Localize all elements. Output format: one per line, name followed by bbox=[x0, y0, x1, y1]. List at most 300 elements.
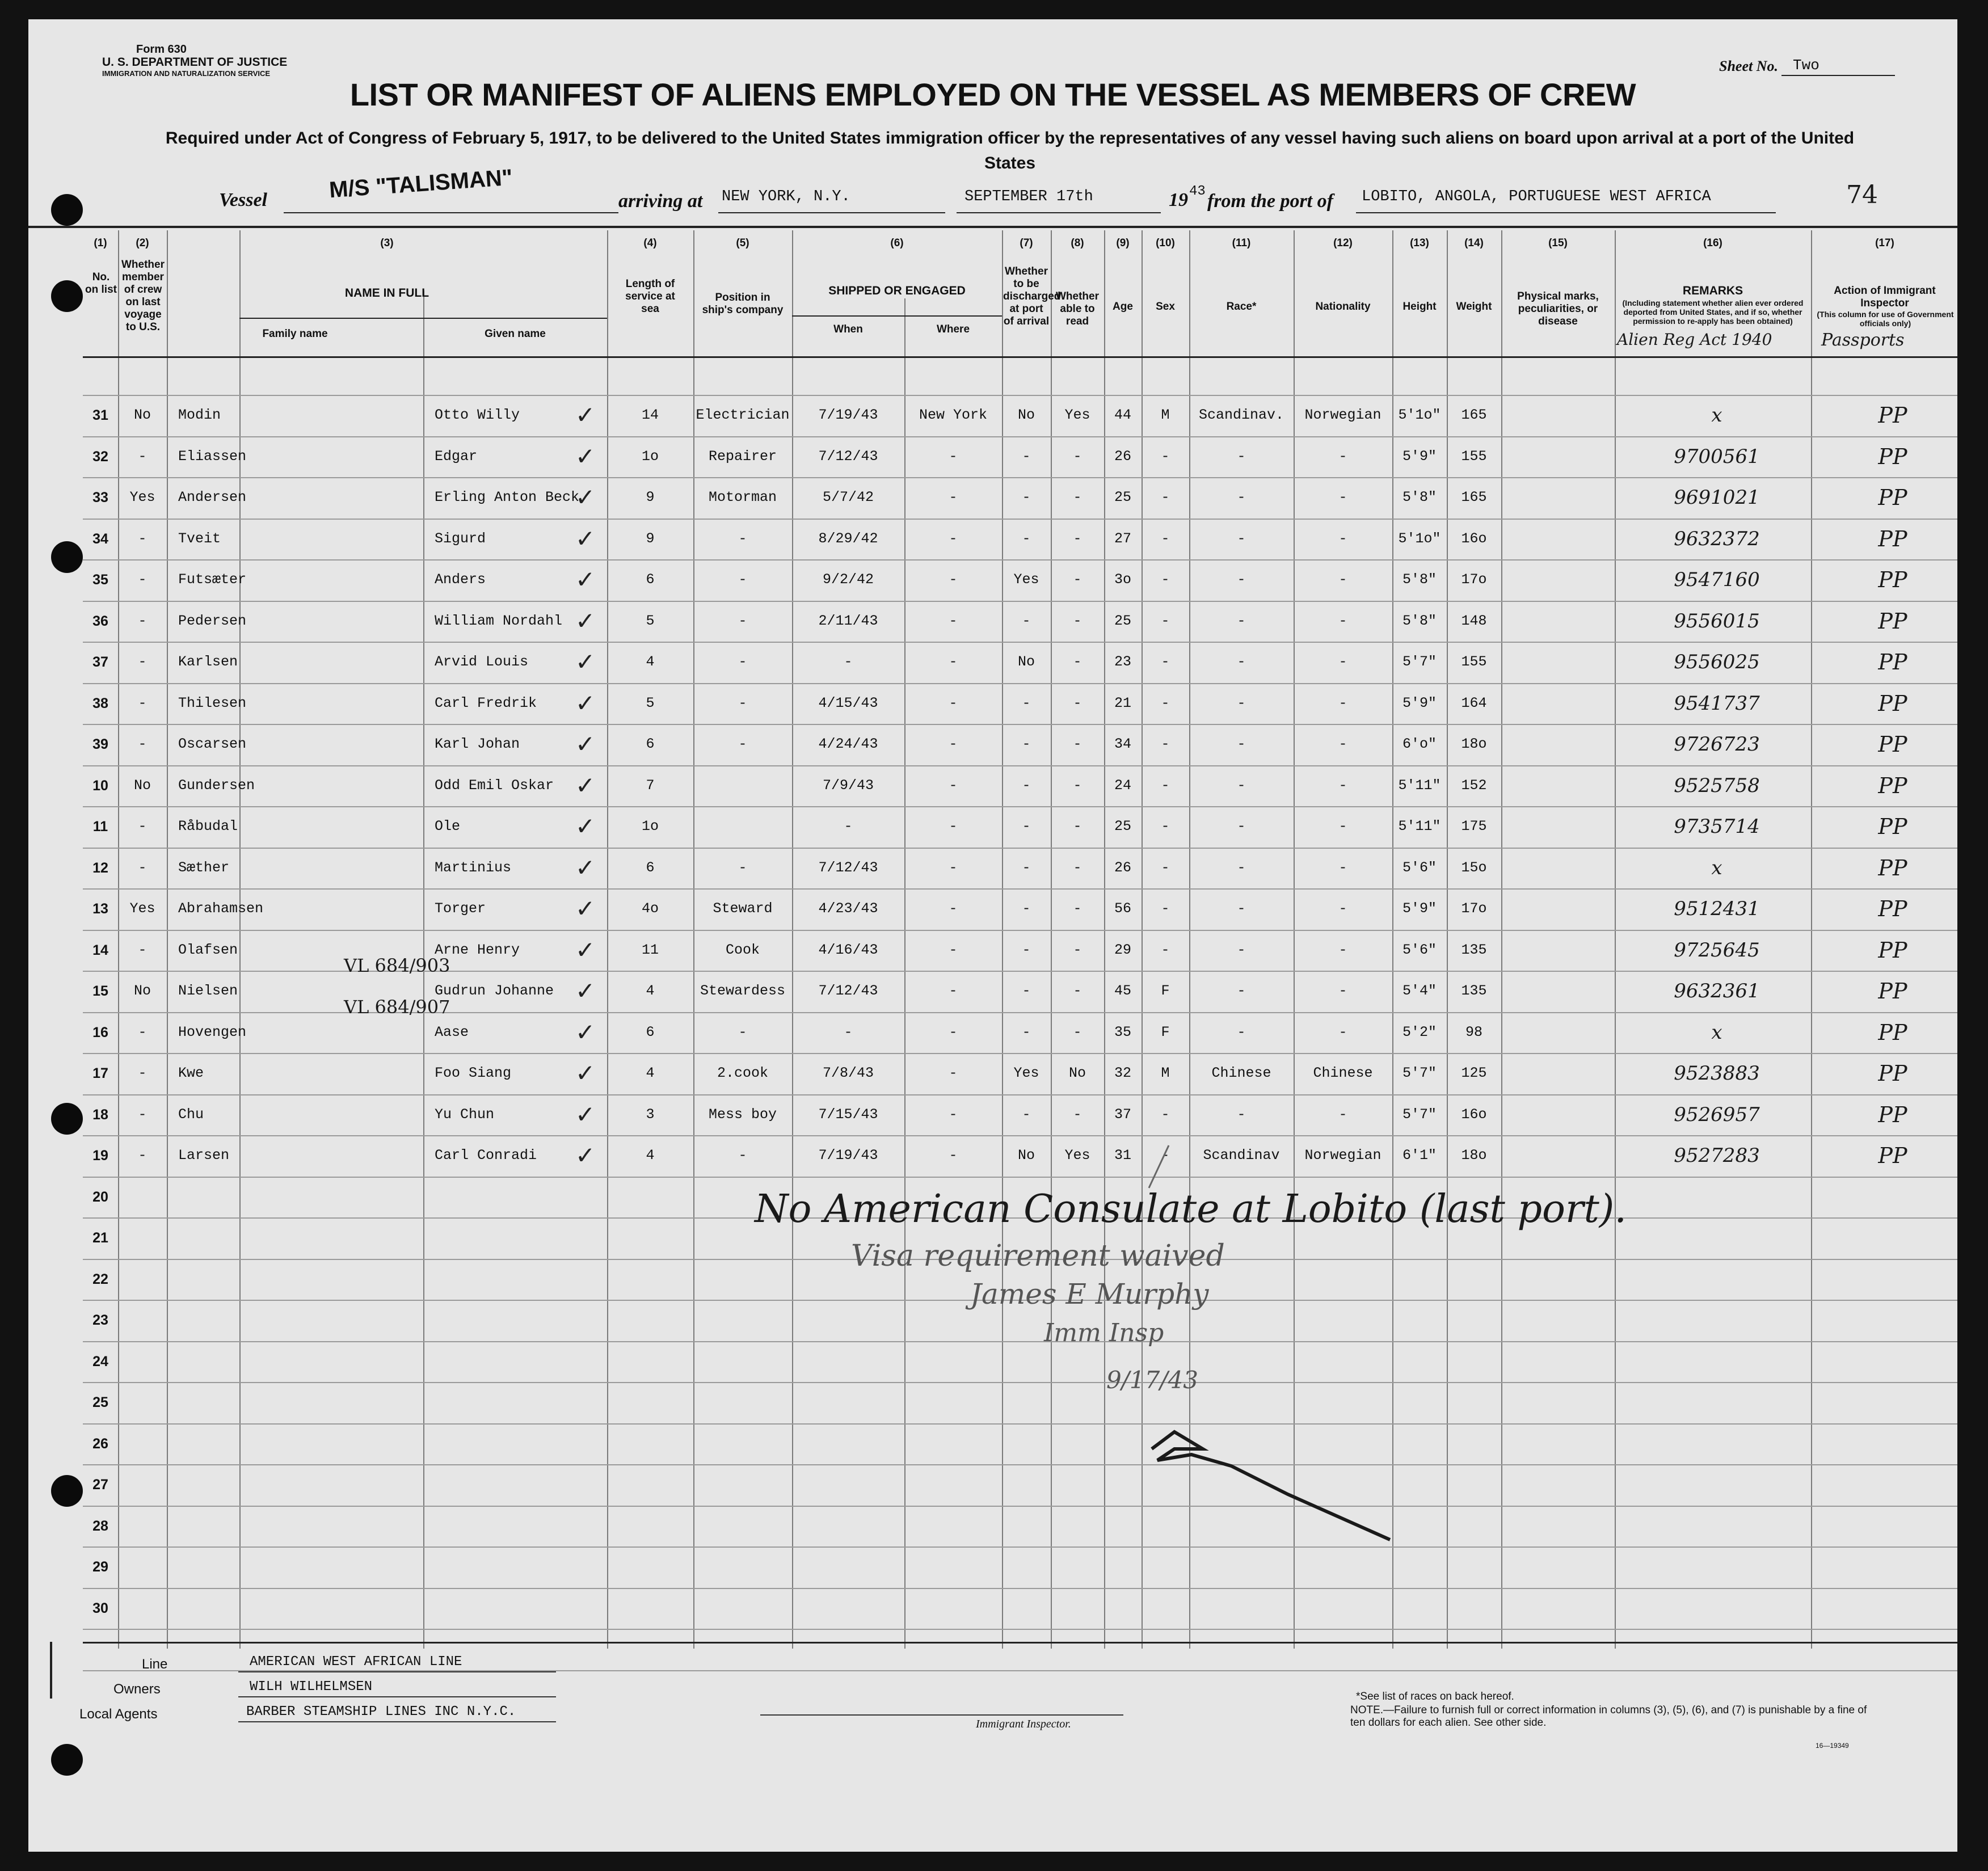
discharge: No bbox=[1017, 654, 1035, 670]
row-number: 36 bbox=[92, 613, 108, 629]
table-row bbox=[83, 1012, 1957, 1053]
col-head-shipped-where: Where bbox=[936, 323, 970, 335]
family-name: Chu bbox=[178, 1106, 204, 1123]
height: 5'8" bbox=[1402, 612, 1437, 629]
sex: - bbox=[1161, 900, 1170, 917]
age: 31 bbox=[1114, 1147, 1131, 1164]
discharge: No bbox=[1017, 1147, 1035, 1164]
shipped-when: 7/15/43 bbox=[818, 1106, 878, 1123]
sheet-number: Two bbox=[1793, 57, 1819, 74]
age: 35 bbox=[1114, 1023, 1131, 1040]
col-num-16: (16) bbox=[1703, 237, 1722, 249]
table-row bbox=[83, 519, 1957, 559]
col-num-6: (6) bbox=[890, 237, 904, 249]
position: - bbox=[738, 1147, 747, 1164]
last-voyage: Yes bbox=[129, 489, 155, 505]
sex: - bbox=[1161, 448, 1170, 465]
service-name: IMMIGRATION AND NATURALIZATION SERVICE bbox=[102, 69, 271, 78]
family-name: Karlsen bbox=[178, 654, 238, 670]
discharge: - bbox=[1022, 818, 1031, 835]
family-name: Andersen bbox=[178, 489, 247, 505]
last-voyage: - bbox=[138, 736, 147, 752]
form-number: Form 630 bbox=[136, 43, 187, 56]
service-length: 1o bbox=[641, 818, 659, 835]
given-name: Carl Conradi bbox=[435, 1147, 537, 1164]
able-to-read: - bbox=[1073, 859, 1082, 876]
page-number: 74 bbox=[1846, 180, 1878, 209]
arriving-label: arriving at bbox=[618, 191, 703, 212]
family-name: Olafsen bbox=[178, 941, 238, 958]
table-row-empty bbox=[83, 1588, 1957, 1629]
sex: - bbox=[1161, 736, 1170, 752]
last-voyage: Yes bbox=[129, 900, 155, 917]
able-to-read: - bbox=[1073, 1023, 1082, 1040]
row-number: 39 bbox=[92, 736, 108, 752]
inspector-signature: James E Murphy bbox=[970, 1278, 1209, 1310]
sex: M bbox=[1161, 1065, 1170, 1081]
service-length: 3 bbox=[646, 1106, 655, 1123]
age: 26 bbox=[1114, 448, 1131, 465]
row-number: 30 bbox=[92, 1600, 108, 1616]
last-voyage: - bbox=[138, 941, 147, 958]
last-voyage: No bbox=[133, 407, 151, 423]
position: Cook bbox=[725, 941, 760, 958]
height: 5'7" bbox=[1402, 1065, 1437, 1081]
row-number: 29 bbox=[92, 1559, 108, 1575]
service-length: 4 bbox=[646, 1065, 655, 1081]
arrival-port-line bbox=[718, 212, 945, 213]
age: 37 bbox=[1114, 1106, 1131, 1123]
last-voyage: - bbox=[138, 694, 147, 711]
department-name: U. S. DEPARTMENT OF JUSTICE bbox=[102, 56, 288, 69]
col-head-last-voyage: Whether member of crew on last voyage to U.S. bbox=[121, 259, 165, 333]
given-name: Aase bbox=[435, 1023, 469, 1040]
row-number: 10 bbox=[92, 777, 108, 794]
col-head-shipped: SHIPPED OR ENGAGED bbox=[828, 284, 966, 297]
crew-table bbox=[83, 230, 1957, 1617]
family-name: Nielsen bbox=[178, 983, 238, 999]
visa-waived-note: Visa requirement waived bbox=[851, 1239, 1225, 1273]
row-number: 34 bbox=[92, 530, 108, 547]
row-number: 26 bbox=[92, 1435, 108, 1452]
check-mark-icon: ✓ bbox=[575, 524, 596, 553]
manifest-subtitle: Required under Act of Congress of February 5, 1917, to be delivered to the United States immigration officer by the representatives of any vessel having such aliens on board upon arrival at a port of the United States bbox=[165, 129, 1855, 172]
col-head-sex: Sex bbox=[1156, 301, 1175, 313]
row-number: 19 bbox=[92, 1148, 108, 1164]
discharge: No bbox=[1017, 407, 1035, 423]
position: Mess boy bbox=[708, 1106, 777, 1123]
shipped-where: - bbox=[949, 530, 958, 547]
table-row bbox=[83, 1135, 1957, 1176]
able-to-read: - bbox=[1073, 530, 1082, 547]
given-name: Gudrun Johanne bbox=[435, 983, 554, 999]
shipped-where: - bbox=[949, 1147, 958, 1164]
remarks: 9523883 bbox=[1674, 1062, 1760, 1085]
remarks: 9527283 bbox=[1674, 1144, 1760, 1167]
height: 5'2" bbox=[1402, 1023, 1437, 1040]
weight: 98 bbox=[1465, 1023, 1482, 1040]
footer-agents-value: BARBER STEAMSHIP LINES INC N.Y.C. bbox=[246, 1704, 516, 1720]
service-length: 4 bbox=[646, 983, 655, 999]
shipped-when: - bbox=[844, 654, 853, 670]
row-number: 22 bbox=[92, 1271, 108, 1287]
year-prefix: 19 bbox=[1169, 189, 1188, 210]
inspection-date: 9/17/43 bbox=[1106, 1366, 1198, 1394]
race: - bbox=[1237, 448, 1246, 465]
given-name: William Nordahl bbox=[435, 612, 563, 629]
table-row bbox=[83, 724, 1957, 765]
nationality: Norwegian bbox=[1304, 1147, 1382, 1164]
service-length: 9 bbox=[646, 489, 655, 505]
height: 5'8" bbox=[1402, 489, 1437, 505]
given-name: Anders bbox=[435, 571, 486, 588]
nationality: - bbox=[1338, 777, 1347, 794]
remarks: x bbox=[1711, 856, 1722, 879]
inspector-action: PP bbox=[1878, 896, 1907, 921]
col-num-7: (7) bbox=[1020, 237, 1033, 249]
weight: 164 bbox=[1461, 694, 1487, 711]
inspector-action: PP bbox=[1878, 732, 1907, 757]
vessel-line bbox=[284, 212, 618, 213]
col-head-remarks-note: (Including statement whether alien ever ordered deported from United States, and if so, whether permission to re-apply has been obtained) bbox=[1622, 298, 1804, 326]
height: 5'9" bbox=[1402, 900, 1437, 917]
vessel-name: M/S "TALISMAN" bbox=[328, 165, 513, 203]
inspector-action: PP bbox=[1878, 855, 1907, 880]
inspector-action: PP bbox=[1878, 1102, 1907, 1127]
row-number: 35 bbox=[92, 572, 108, 588]
footer-owners-label: Owners bbox=[113, 1682, 161, 1697]
shipped-where: - bbox=[949, 777, 958, 794]
family-name: Oscarsen bbox=[178, 736, 247, 752]
inspector-action: PP bbox=[1878, 567, 1907, 592]
height: 5'9" bbox=[1402, 694, 1437, 711]
remarks: 9725645 bbox=[1674, 938, 1760, 962]
position bbox=[693, 806, 792, 847]
race: - bbox=[1237, 1106, 1246, 1123]
handwritten-annotation: VL 684/907 bbox=[344, 996, 450, 1018]
service-length: 1o bbox=[641, 448, 659, 465]
height: 5'1o" bbox=[1398, 407, 1441, 423]
height: 5'6" bbox=[1402, 941, 1437, 958]
col-num-17: (17) bbox=[1875, 237, 1894, 249]
able-to-read: - bbox=[1073, 983, 1082, 999]
col-head-height: Height bbox=[1402, 301, 1437, 313]
col-head-age: Age bbox=[1113, 301, 1133, 313]
given-name: Foo Siang bbox=[435, 1065, 512, 1081]
weight: 125 bbox=[1461, 1065, 1487, 1081]
service-length: 11 bbox=[641, 941, 659, 958]
check-mark-icon: ✓ bbox=[575, 689, 596, 717]
race: - bbox=[1237, 859, 1246, 876]
race: Scandinav bbox=[1203, 1147, 1280, 1164]
last-voyage: - bbox=[138, 1065, 147, 1081]
sex: - bbox=[1161, 859, 1170, 876]
position: Repairer bbox=[708, 448, 777, 465]
race: - bbox=[1237, 489, 1246, 505]
col-head-shipped-when: When bbox=[833, 323, 863, 335]
given-name: Arvid Louis bbox=[435, 654, 529, 670]
year-suffix: 43 bbox=[1189, 184, 1206, 199]
row-number: 15 bbox=[92, 983, 108, 999]
weight: 17o bbox=[1461, 900, 1487, 917]
given-name: Martinius bbox=[435, 859, 512, 876]
row-number: 11 bbox=[92, 819, 108, 835]
discharge: - bbox=[1022, 612, 1031, 629]
punch-hole bbox=[51, 1475, 83, 1507]
service-length: 4 bbox=[646, 1147, 655, 1164]
weight: 135 bbox=[1461, 983, 1487, 999]
row-number: 18 bbox=[92, 1106, 108, 1123]
weight: 15o bbox=[1461, 859, 1487, 876]
table-row bbox=[83, 765, 1957, 806]
last-voyage: - bbox=[138, 1147, 147, 1164]
shipped-when: 8/29/42 bbox=[818, 530, 878, 547]
last-voyage: - bbox=[138, 654, 147, 670]
diagonal-stroke bbox=[1140, 1143, 1174, 1194]
nationality: - bbox=[1338, 1106, 1347, 1123]
shipped-where: - bbox=[949, 1065, 958, 1081]
able-to-read: No bbox=[1068, 1065, 1086, 1081]
service-length: 7 bbox=[646, 777, 655, 794]
punch-hole bbox=[51, 194, 83, 226]
inspector-action: PP bbox=[1878, 444, 1907, 469]
nationality: - bbox=[1338, 900, 1347, 917]
check-mark-icon: ✓ bbox=[575, 606, 596, 635]
remarks: x bbox=[1711, 404, 1722, 427]
punch-hole bbox=[51, 280, 83, 312]
family-name: Abrahamsen bbox=[178, 900, 264, 917]
height: 5'4" bbox=[1402, 983, 1437, 999]
check-mark-icon: ✓ bbox=[575, 936, 596, 964]
sex: - bbox=[1161, 694, 1170, 711]
table-row bbox=[83, 395, 1957, 436]
col-num-4: (4) bbox=[643, 237, 657, 249]
table-row-empty bbox=[83, 1506, 1957, 1546]
nationality: - bbox=[1338, 530, 1347, 547]
weight: 18o bbox=[1461, 1147, 1487, 1164]
sex: - bbox=[1161, 571, 1170, 588]
check-mark-icon: ✓ bbox=[575, 566, 596, 593]
punch-hole bbox=[51, 1103, 83, 1135]
manifest-sheet bbox=[28, 19, 1957, 1852]
col-head-action-handwritten: Passports bbox=[1821, 330, 1905, 350]
shipped-when: 9/2/42 bbox=[822, 571, 874, 588]
shipped-when: 7/12/43 bbox=[818, 448, 878, 465]
col-head-physical: Physical marks, peculiarities, or disease bbox=[1517, 290, 1599, 327]
check-mark-icon: ✓ bbox=[575, 895, 596, 922]
nationality: - bbox=[1338, 571, 1347, 588]
footer-races-note: *See list of races on back hereof. bbox=[1356, 1691, 1514, 1703]
family-name: Larsen bbox=[178, 1147, 230, 1164]
sheet-label: Sheet No. bbox=[1719, 58, 1778, 74]
discharge: Yes bbox=[1013, 1065, 1039, 1081]
race: - bbox=[1237, 736, 1246, 752]
table-row-empty bbox=[83, 1423, 1957, 1464]
table-row bbox=[83, 683, 1957, 724]
height: 5'6" bbox=[1402, 859, 1437, 876]
age: 32 bbox=[1114, 1065, 1131, 1081]
position: - bbox=[738, 694, 747, 711]
last-voyage: - bbox=[138, 1106, 147, 1123]
shipped-where: - bbox=[949, 736, 958, 752]
row-number: 12 bbox=[92, 859, 108, 876]
inspector-action: PP bbox=[1878, 937, 1907, 963]
col-head-given-name: Given name bbox=[485, 328, 546, 340]
check-mark-icon: ✓ bbox=[575, 853, 596, 882]
inspector-signature-line bbox=[760, 1714, 1123, 1716]
inspector-action: PP bbox=[1878, 403, 1907, 428]
height: 5'1o" bbox=[1398, 530, 1441, 547]
remarks: 9632372 bbox=[1674, 527, 1760, 550]
check-mark-icon: ✓ bbox=[575, 1141, 596, 1169]
family-name: Råbudal bbox=[178, 818, 238, 835]
race: - bbox=[1237, 694, 1246, 711]
height: 6'o" bbox=[1402, 736, 1437, 752]
race: - bbox=[1237, 530, 1246, 547]
table-row bbox=[83, 848, 1957, 888]
remarks: 9547160 bbox=[1674, 568, 1760, 591]
col-head-weight: Weight bbox=[1456, 301, 1492, 313]
remarks: 9512431 bbox=[1674, 897, 1760, 920]
discharge: - bbox=[1022, 694, 1031, 711]
inspector-action: PP bbox=[1878, 650, 1907, 675]
able-to-read: Yes bbox=[1064, 407, 1090, 423]
footer-margin-mark bbox=[50, 1642, 52, 1699]
sex: - bbox=[1161, 654, 1170, 670]
last-voyage: No bbox=[133, 777, 151, 794]
table-row bbox=[83, 477, 1957, 518]
nationality: - bbox=[1338, 694, 1347, 711]
race: - bbox=[1237, 900, 1246, 917]
weight: 155 bbox=[1461, 654, 1487, 670]
age: 45 bbox=[1114, 983, 1131, 999]
sex: - bbox=[1161, 941, 1170, 958]
age: 56 bbox=[1114, 900, 1131, 917]
table-row bbox=[83, 601, 1957, 642]
shipped-when: 4/16/43 bbox=[818, 941, 878, 958]
sex: - bbox=[1161, 612, 1170, 629]
check-mark-icon: ✓ bbox=[575, 648, 596, 676]
height: 5'11" bbox=[1398, 777, 1441, 794]
col-head-read: Whether able to read bbox=[1056, 290, 1099, 327]
row-number: 13 bbox=[92, 901, 108, 917]
table-row-empty bbox=[83, 1382, 1957, 1423]
discharge: - bbox=[1022, 1106, 1031, 1123]
last-voyage: - bbox=[138, 530, 147, 547]
nationality: - bbox=[1338, 489, 1347, 505]
height: 5'7" bbox=[1402, 1106, 1437, 1123]
discharge: - bbox=[1022, 900, 1031, 917]
table-row bbox=[83, 559, 1957, 600]
sex: - bbox=[1161, 818, 1170, 835]
able-to-read: - bbox=[1073, 736, 1082, 752]
table-row bbox=[83, 1053, 1957, 1094]
sex: M bbox=[1161, 407, 1170, 423]
col-head-action: Action of Immigrant Inspector bbox=[1834, 285, 1936, 309]
inspector-action: PP bbox=[1878, 979, 1907, 1004]
age: 25 bbox=[1114, 612, 1131, 629]
given-name: Torger bbox=[435, 900, 486, 917]
family-name: Sæther bbox=[178, 859, 230, 876]
shipped-when: - bbox=[844, 1023, 853, 1040]
shipped-when: 7/12/43 bbox=[818, 983, 878, 999]
family-name: Tveit bbox=[178, 530, 221, 547]
able-to-read: - bbox=[1073, 571, 1082, 588]
row-number: 33 bbox=[92, 490, 108, 505]
shipped-where: New York bbox=[919, 407, 988, 423]
service-length: 9 bbox=[646, 530, 655, 547]
col-num-14: (14) bbox=[1464, 237, 1484, 249]
age: 27 bbox=[1114, 530, 1131, 547]
remarks: 9691021 bbox=[1674, 486, 1760, 509]
weight: 152 bbox=[1461, 777, 1487, 794]
family-name: Thilesen bbox=[178, 694, 247, 711]
nationality: - bbox=[1338, 654, 1347, 670]
inspector-action: PP bbox=[1878, 814, 1907, 839]
col-num-3: (3) bbox=[380, 237, 394, 249]
row-number: 17 bbox=[92, 1065, 108, 1081]
service-length: 14 bbox=[641, 407, 659, 423]
height: 5'8" bbox=[1402, 571, 1437, 588]
shipped-where: - bbox=[949, 612, 958, 629]
shipped-when: 7/9/43 bbox=[822, 777, 874, 794]
shipped-where: - bbox=[949, 941, 958, 958]
shipped-when: 7/19/43 bbox=[818, 1147, 878, 1164]
row-number: 24 bbox=[92, 1353, 108, 1369]
able-to-read: - bbox=[1073, 489, 1082, 505]
row-number: 21 bbox=[92, 1230, 108, 1246]
discharge: - bbox=[1022, 859, 1031, 876]
col-head-nationality: Nationality bbox=[1315, 301, 1371, 313]
position: - bbox=[738, 1023, 747, 1040]
shipped-where: - bbox=[949, 694, 958, 711]
family-name: Pedersen bbox=[178, 612, 247, 629]
shipped-where: - bbox=[949, 818, 958, 835]
header-rule bbox=[28, 226, 1957, 228]
given-name: Yu Chun bbox=[435, 1106, 495, 1123]
age: 29 bbox=[1114, 941, 1131, 958]
able-to-read: - bbox=[1073, 612, 1082, 629]
punch-hole bbox=[51, 1744, 83, 1776]
given-name: Sigurd bbox=[435, 530, 486, 547]
discharge: Yes bbox=[1013, 571, 1039, 588]
shipped-when: - bbox=[844, 818, 853, 835]
able-to-read: - bbox=[1073, 818, 1082, 835]
nationality: - bbox=[1338, 941, 1347, 958]
col-num-9: (9) bbox=[1116, 237, 1130, 249]
weight: 16o bbox=[1461, 530, 1487, 547]
arrival-port: NEW YORK, N.Y. bbox=[722, 188, 850, 205]
table-row-empty bbox=[83, 1464, 1957, 1505]
table-row bbox=[83, 642, 1957, 682]
check-mark-icon: ✓ bbox=[575, 977, 596, 1005]
given-name: Otto Willy bbox=[435, 407, 520, 423]
position: - bbox=[738, 654, 747, 670]
col-num-11: (11) bbox=[1232, 237, 1251, 249]
manifest-title: LIST OR MANIFEST OF ALIENS EMPLOYED ON THE VESSEL AS MEMBERS OF CREW bbox=[349, 77, 1636, 112]
weight: 165 bbox=[1461, 489, 1487, 505]
remarks: 9700561 bbox=[1674, 445, 1760, 468]
col-head-position: Position in ship's company bbox=[702, 292, 784, 316]
inspector-action: PP bbox=[1878, 1061, 1907, 1086]
age: 3o bbox=[1114, 571, 1131, 588]
given-name: Odd Emil Oskar bbox=[435, 777, 554, 794]
departure-port-line bbox=[1356, 212, 1776, 213]
sex: - bbox=[1161, 530, 1170, 547]
remarks: 9735714 bbox=[1674, 815, 1760, 838]
discharge: - bbox=[1022, 530, 1031, 547]
able-to-read: - bbox=[1073, 900, 1082, 917]
